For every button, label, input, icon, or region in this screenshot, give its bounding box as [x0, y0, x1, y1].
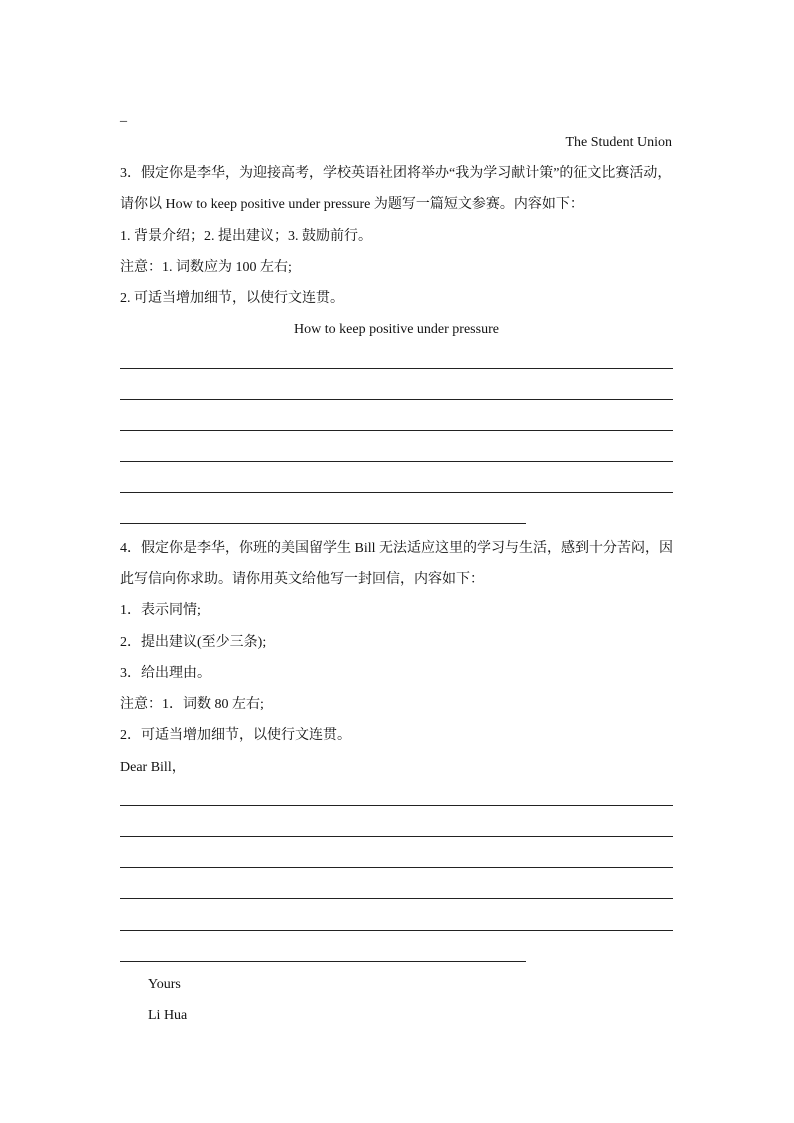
signoff-student-union: The Student Union — [565, 135, 672, 150]
q4-writing-line-last — [120, 961, 526, 962]
q3-writing-line — [120, 461, 673, 462]
q3-note-1: 注意：1. 词数应为 100 左右; — [120, 260, 292, 275]
q3-prompt-line-1: 3．假定你是李华，为迎接高考，学校英语社团将举办“我为学习献计策”的征文比赛活动， — [120, 166, 672, 181]
q3-prompt-line-2: 请你以 How to keep positive under pressure 为题写一篇短文参赛。内容如下： — [120, 197, 584, 212]
q4-writing-line — [120, 836, 673, 837]
q4-letter-greeting: Dear Bill， — [120, 760, 186, 775]
q4-writing-line — [120, 930, 673, 931]
q4-writing-line — [120, 898, 673, 899]
q4-letter-closing: Yours — [148, 977, 181, 992]
q3-requirements: 1. 背景介绍；2. 提出建议；3. 鼓励前行。 — [120, 229, 372, 244]
q4-prompt-line-2: 此写信向你求助。请你用英文给他写一封回信，内容如下： — [120, 572, 484, 587]
q3-writing-line-last — [120, 523, 526, 524]
q4-note-2: 2．可适当增加细节，以使行文连贯。 — [120, 728, 351, 743]
q3-writing-line — [120, 368, 673, 369]
q3-writing-line — [120, 399, 673, 400]
q3-essay-title: How to keep positive under pressure — [294, 322, 499, 337]
q4-requirement-2: 2．提出建议(至少三条); — [120, 635, 267, 650]
q4-writing-line — [120, 867, 673, 868]
q4-requirement-1: 1．表示同情; — [120, 603, 201, 618]
q4-note-1: 注意：1．词数 80 左右; — [120, 697, 264, 712]
q4-requirement-3: 3．给出理由。 — [120, 666, 211, 681]
q4-prompt-line-1: 4．假定你是李华，你班的美国留学生 Bill 无法适应这里的学习与生活，感到十分苦闷，因 — [120, 541, 674, 556]
q4-letter-signature: Li Hua — [148, 1008, 188, 1023]
q3-note-2: 2. 可适当增加细节，以使行文连贯。 — [120, 291, 344, 306]
q4-writing-line — [120, 805, 673, 806]
q3-writing-line — [120, 430, 673, 431]
stray-mark: _ — [120, 109, 127, 124]
q3-writing-line — [120, 492, 673, 493]
